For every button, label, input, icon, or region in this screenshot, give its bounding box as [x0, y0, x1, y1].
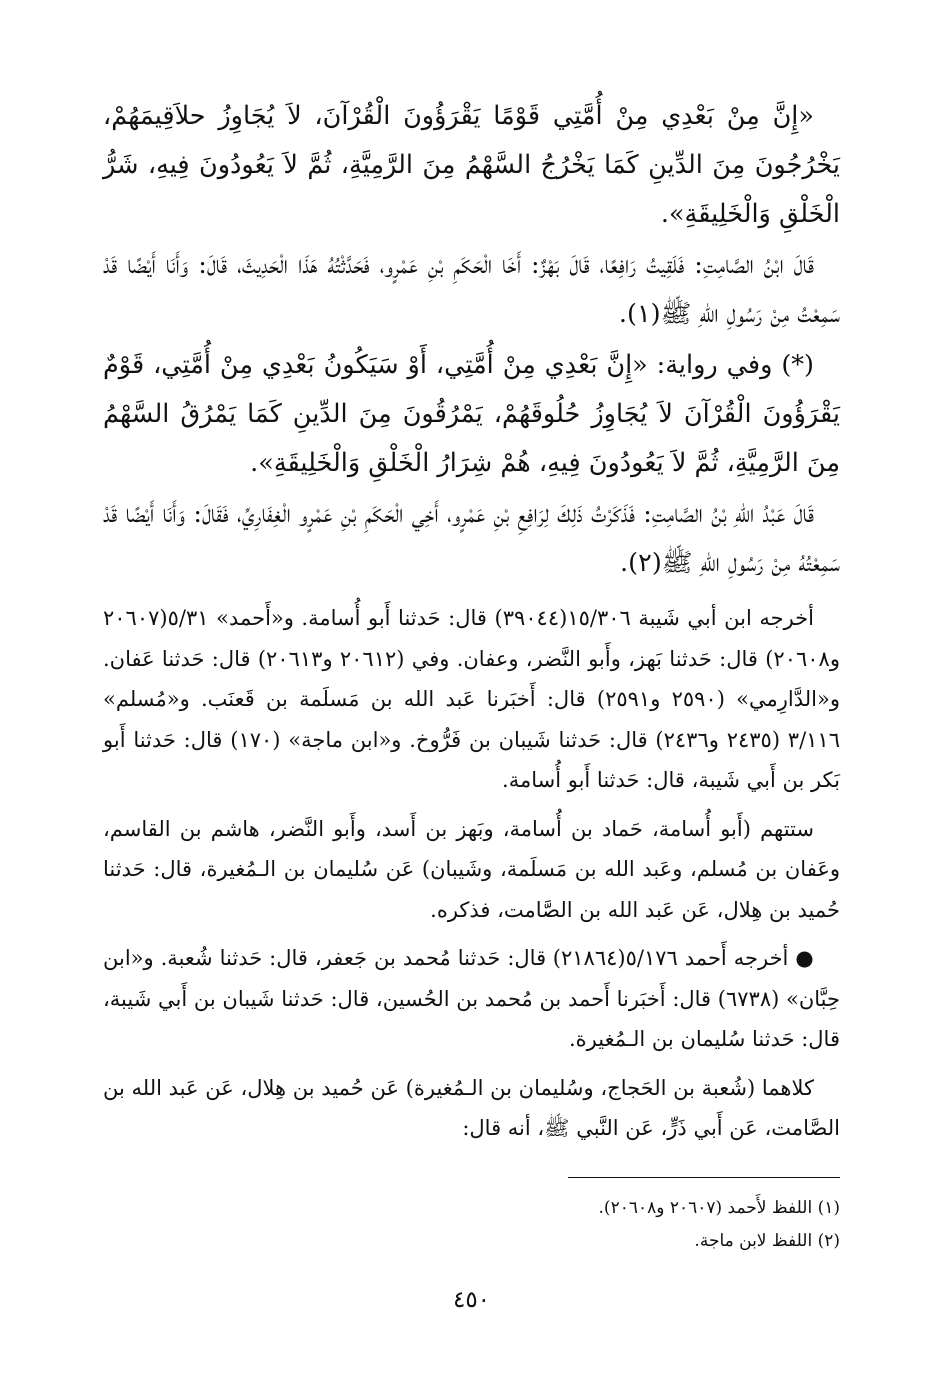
takhrij-paragraph: كلاهما (شُعبة بن الحَجاج، وسُليمان بن الـمُغيرة) عَن حُميد بن هِلال، عَن عَبد الله بن الصَّامت، عَن أَبي ذَرٍّ، عَن النَّبي ﷺ، أنه قال:	[103, 1075, 840, 1140]
spacer	[103, 588, 840, 596]
takhrij-paragraph: ● أخرجه أَحمد ٥/١٧٦(٢١٨٦٤) قال: حَدثنا مُحمد بن جَعفر، قال: حَدثنا شُعبة. و«ابن حِبَّان» (٦٧٣٨) قال: أَخبَرنا أَحمد بن مُحمد بن الحُسين، قال: حَدثنا شَيبان بن أَبي شَيبة، قال: حَدثنا سُليمان بن الـمُغيرة.	[103, 946, 840, 1051]
takhrij-paragraph: أخرجه ابن أبي شَيبة ١٥/٣٠٦(٣٩٠٤٤) قال: حَدثنا أَبو أُسامة. و«أَحمد» ٥/٣١(٢٠٦٠٧ و٢٠٦٠٨) قال: حَدثنا بَهز، وأَبو النَّضر، وعفان. وفي (٢٠٦١٢ و٢٠٦١٣) قال: حَدثنا عَفان. و«الدَّارِمي» (٢٥٩٠ و٢٥٩١) قال: أَخبَرنا عَبد الله بن مَسلَمة بن قَعنَب. و«مُسلم» ٣/١١٦ (٢٤٣٥ و٢٤٣٦) قال: حَدثنا شَيبان بن فَرُّوخ. و«ابن ماجة» (١٧٠) قال: حَدثنا أَبو بَكر بن أَبي شَيبة، قال: حَدثنا أَبو أُسامة.	[103, 606, 840, 792]
hadith-text	[103, 92, 840, 588]
footnote-divider	[568, 1177, 840, 1178]
hadith-paragraph: قَالَ عَبْدُ اللهِ بْنُ الصَّامِتِ: فَذَكَرْتُ ذَلِكَ لِرَافِعِ بْنِ عَمْرٍو، أَخِي الْحَكَمِ بْنِ عَمْرٍو الْغِفَارِيِّ، فَقَالَ: وَأَنَا أَيْضًا قَدْ سَمِعْتُهُ مِنْ رَسُولِ اللهِ ﷺ(٢).	[103, 499, 840, 578]
hadith-paragraph: قَالَ ابْنُ الصَّامِتِ: فَلَقِيتُ رَافِعًا، قَالَ بَهْزٌ: أَخَا الْحَكَمِ بْنِ عَمْرٍو، فَحَدَّثْتُهُ هَذَا الْحَدِيثَ، قَالَ: وَأَنَا أَيْضًا قَدْ سَمِعْتُ مِنْ رَسُولِ اللهِ ﷺ(١).	[103, 250, 840, 329]
footnote-1: (١) اللفظ لأَحمد (٢٠٦٠٧ و٢٠٦٠٨).	[598, 1197, 840, 1218]
takhrij-section	[103, 598, 840, 1149]
takhrij-paragraph: ستتهم (أَبو أُسامة، حَماد بن أُسامة، وبَهز بن أَسد، وأَبو النَّضر، هاشم بن القاسم، وعَفان بن مُسلم، وعَبد الله بن مَسلَمة، وشَيبان) عَن سُليمان بن الـمُغيرة، قال: حَدثنا حُميد بن هِلال، عَن عَبد الله بن الصَّامت، فذكره.	[103, 816, 840, 922]
page-number: ٤٥٠	[452, 1287, 491, 1313]
footnotes	[103, 1192, 840, 1258]
hadith-paragraph: (*) وفي رواية: «إِنَّ بَعْدِي مِنْ أُمَّتِي، أَوْ سَيَكُونُ بَعْدِي مِنْ أُمَّتِي، قَوْمٌ يَقْرَؤُونَ الْقُرْآنَ لاَ يُجَاوِزُ حُلُوقَهُمْ، يَمْرُقُونَ مِنَ الدِّينِ كَمَا يَمْرُقُ السَّهْمُ مِنَ الرَّمِيَّةِ، ثُمَّ لاَ يَعُودُونَ فِيهِ، هُمْ شِرَارُ الْخَلْقِ وَالْخَلِيقَةِ».	[103, 350, 840, 478]
hadith-paragraph: «إِنَّ مِنْ بَعْدِي مِنْ أُمَّتِي قَوْمًا يَقْرَؤُونَ الْقُرْآنَ، لاَ يُجَاوِزُ حلاَقِيمَهُمْ، يَخْرُجُونَ مِنَ الدِّينِ كَمَا يَخْرُجُ السَّهْمُ مِنَ الرَّمِيَّةِ، ثُمَّ لاَ يَعُودُونَ فِيهِ، شَرُّ الْخَلْقِ وَالْخَلِيقَةِ».	[103, 101, 840, 229]
footnote-2: (٢) اللفظ لابن ماجة.	[694, 1230, 840, 1251]
